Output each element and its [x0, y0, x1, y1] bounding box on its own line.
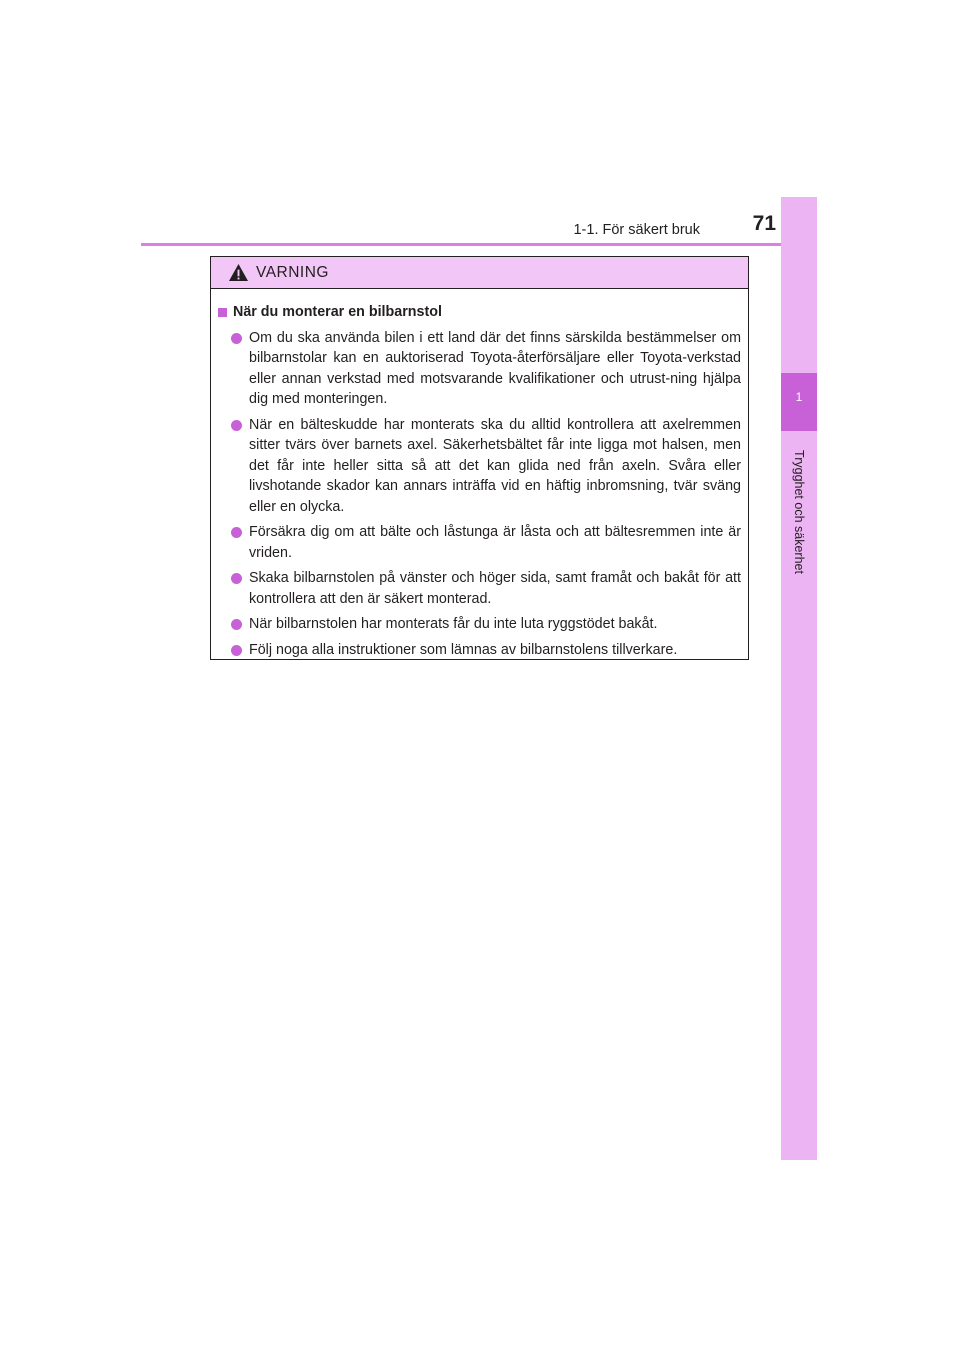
section-title: 1-1. För säkert bruk [573, 222, 700, 238]
bullet-icon [231, 619, 242, 630]
bullet-icon [231, 645, 242, 656]
warning-header [211, 257, 748, 289]
list-item-text: Försäkra dig om att bälte och låstunga är låsta och att bältesremmen inte är vriden. [249, 524, 741, 561]
list-item-text: Skaka bilbarnstolen på vänster och höger sida, samt framåt och bakåt för att kontrollera att den är säkert monterad. [249, 570, 741, 607]
bullet-icon [231, 527, 242, 538]
list-item-text: Följ noga alla instruktioner som lämnas av bilbarnstolens tillverkare. [249, 641, 678, 658]
list-item [217, 328, 742, 410]
warning-subheading [217, 302, 742, 323]
list-item [217, 568, 742, 609]
bullet-icon [231, 333, 242, 344]
warning-body [211, 289, 748, 660]
warning-box [210, 256, 749, 660]
page-number: 71 [752, 212, 776, 235]
list-item-text: Om du ska använda bilen i ett land där det finns särskilda bestämmelser om bilbarnstolar kan en auktoriserad Toyota-återförsäljare eller Toyota-verkstad eller annan verkstad med motsvarande kvalifikationer och utrust-ning hjälpa dig med monteringen. [249, 329, 741, 407]
warning-title: VARNING [256, 263, 329, 281]
chapter-number: 1 [795, 390, 803, 404]
warning-triangle-icon [228, 263, 249, 282]
header-rule [141, 243, 817, 246]
list-item [217, 415, 742, 518]
warning-subheading-text: När du monterar en bilbarnstol [233, 304, 442, 320]
square-bullet-icon [218, 308, 227, 317]
bullet-icon [231, 573, 242, 584]
list-item [217, 614, 742, 635]
list-item-text: När en bälteskudde har monterats ska du alltid kontrollera att axelremmen sitter tvärs över barnets axel. Säkerhetsbältet får inte ligga mot halsen, men det får inte heller sitta så att det kan glida ned från axeln. Svåra eller livshotande skador kan annars inträffa vid en häftig inbromsning, tvär sväng eller en olycka. [249, 416, 741, 515]
chapter-side-tab [781, 197, 817, 1160]
bullet-icon [231, 420, 242, 431]
list-item [217, 640, 742, 661]
list-item [217, 522, 742, 563]
list-item-text: När bilbarnstolen har monterats får du inte luta ryggstödet bakåt. [249, 616, 658, 632]
chapter-title: Trygghet och säkerhet [792, 450, 806, 574]
